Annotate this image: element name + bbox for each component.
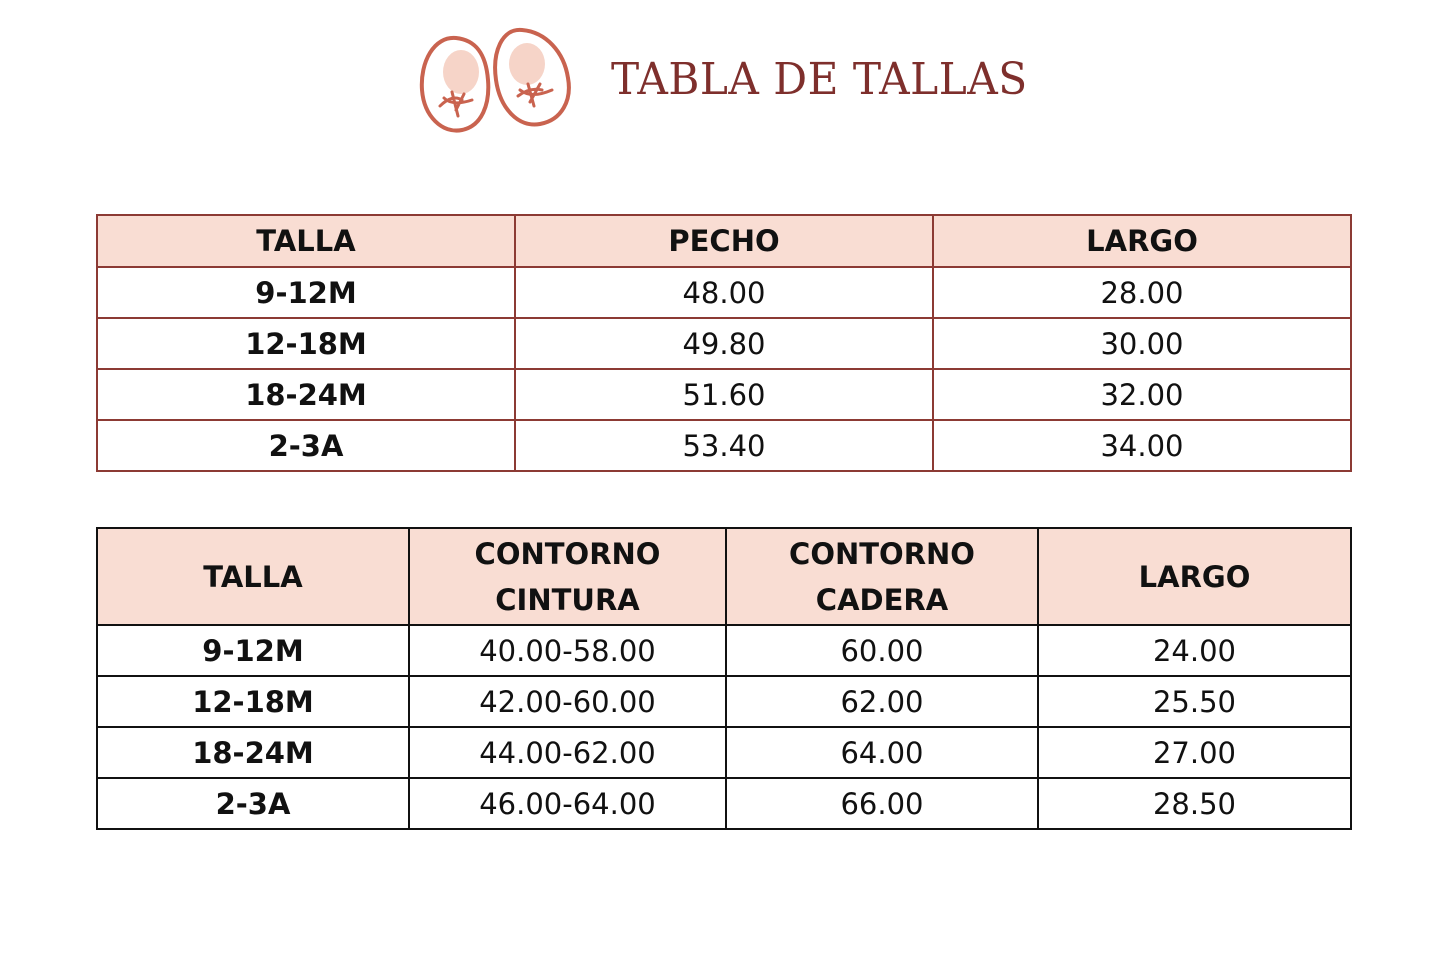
largo-cell: 28.00 [933,267,1351,318]
pecho-cell: 49.80 [515,318,933,369]
table-row [97,420,1351,471]
cintura-cell: 46.00-64.00 [409,778,726,829]
cadera-cell: 62.00 [726,676,1038,727]
size-cell: 18-24M [97,727,409,778]
table-row [97,727,1351,778]
size-table-bottom [96,527,1352,830]
table-row [97,318,1351,369]
baby-shoes-icon [412,24,580,140]
cintura-cell: 44.00-62.00 [409,727,726,778]
table-row [97,778,1351,829]
table-row [97,369,1351,420]
size-cell: 9-12M [97,267,515,318]
cintura-cell: 40.00-58.00 [409,625,726,676]
column-header-line: LARGO [1138,559,1251,594]
column-header-talla [97,528,409,625]
size-table-top [96,214,1352,472]
largo-cell: 25.50 [1038,676,1351,727]
size-cell: 2-3A [97,778,409,829]
size-cell: 9-12M [97,625,409,676]
size-cell: 18-24M [97,369,515,420]
size-cell: 12-18M [97,318,515,369]
page-header [0,0,1445,150]
size-cell: 2-3A [97,420,515,471]
table-row [97,625,1351,676]
column-header-pecho: PECHO [515,215,933,267]
cadera-cell: 66.00 [726,778,1038,829]
table-header-row [97,528,1351,625]
column-header-line: CONTORNO [474,536,661,571]
largo-cell: 32.00 [933,369,1351,420]
largo-cell: 24.00 [1038,625,1351,676]
table-header-row [97,215,1351,267]
column-header-line: CADERA [815,582,949,617]
table-row [97,676,1351,727]
cintura-cell: 42.00-60.00 [409,676,726,727]
column-header-contorno-cadera [726,528,1038,625]
largo-cell: 30.00 [933,318,1351,369]
column-header-contorno-cintura [409,528,726,625]
left-shoe-icon [422,38,488,131]
cadera-cell: 60.00 [726,625,1038,676]
table-row [97,267,1351,318]
largo-cell: 34.00 [933,420,1351,471]
column-header-line: CONTORNO [789,536,975,571]
largo-cell: 28.50 [1038,778,1351,829]
column-header-line: CINTURA [495,582,640,617]
right-shoe-icon [495,30,569,125]
size-cell: 12-18M [97,676,409,727]
column-header-largo [1038,528,1351,625]
column-header-largo: LARGO [933,215,1351,267]
cadera-cell: 64.00 [726,727,1038,778]
column-header-talla: TALLA [97,215,515,267]
pecho-cell: 51.60 [515,369,933,420]
page-title: TABLA DE TALLAS [611,54,1028,105]
column-header-line: TALLA [203,559,303,594]
pecho-cell: 48.00 [515,267,933,318]
largo-cell: 27.00 [1038,727,1351,778]
pecho-cell: 53.40 [515,420,933,471]
